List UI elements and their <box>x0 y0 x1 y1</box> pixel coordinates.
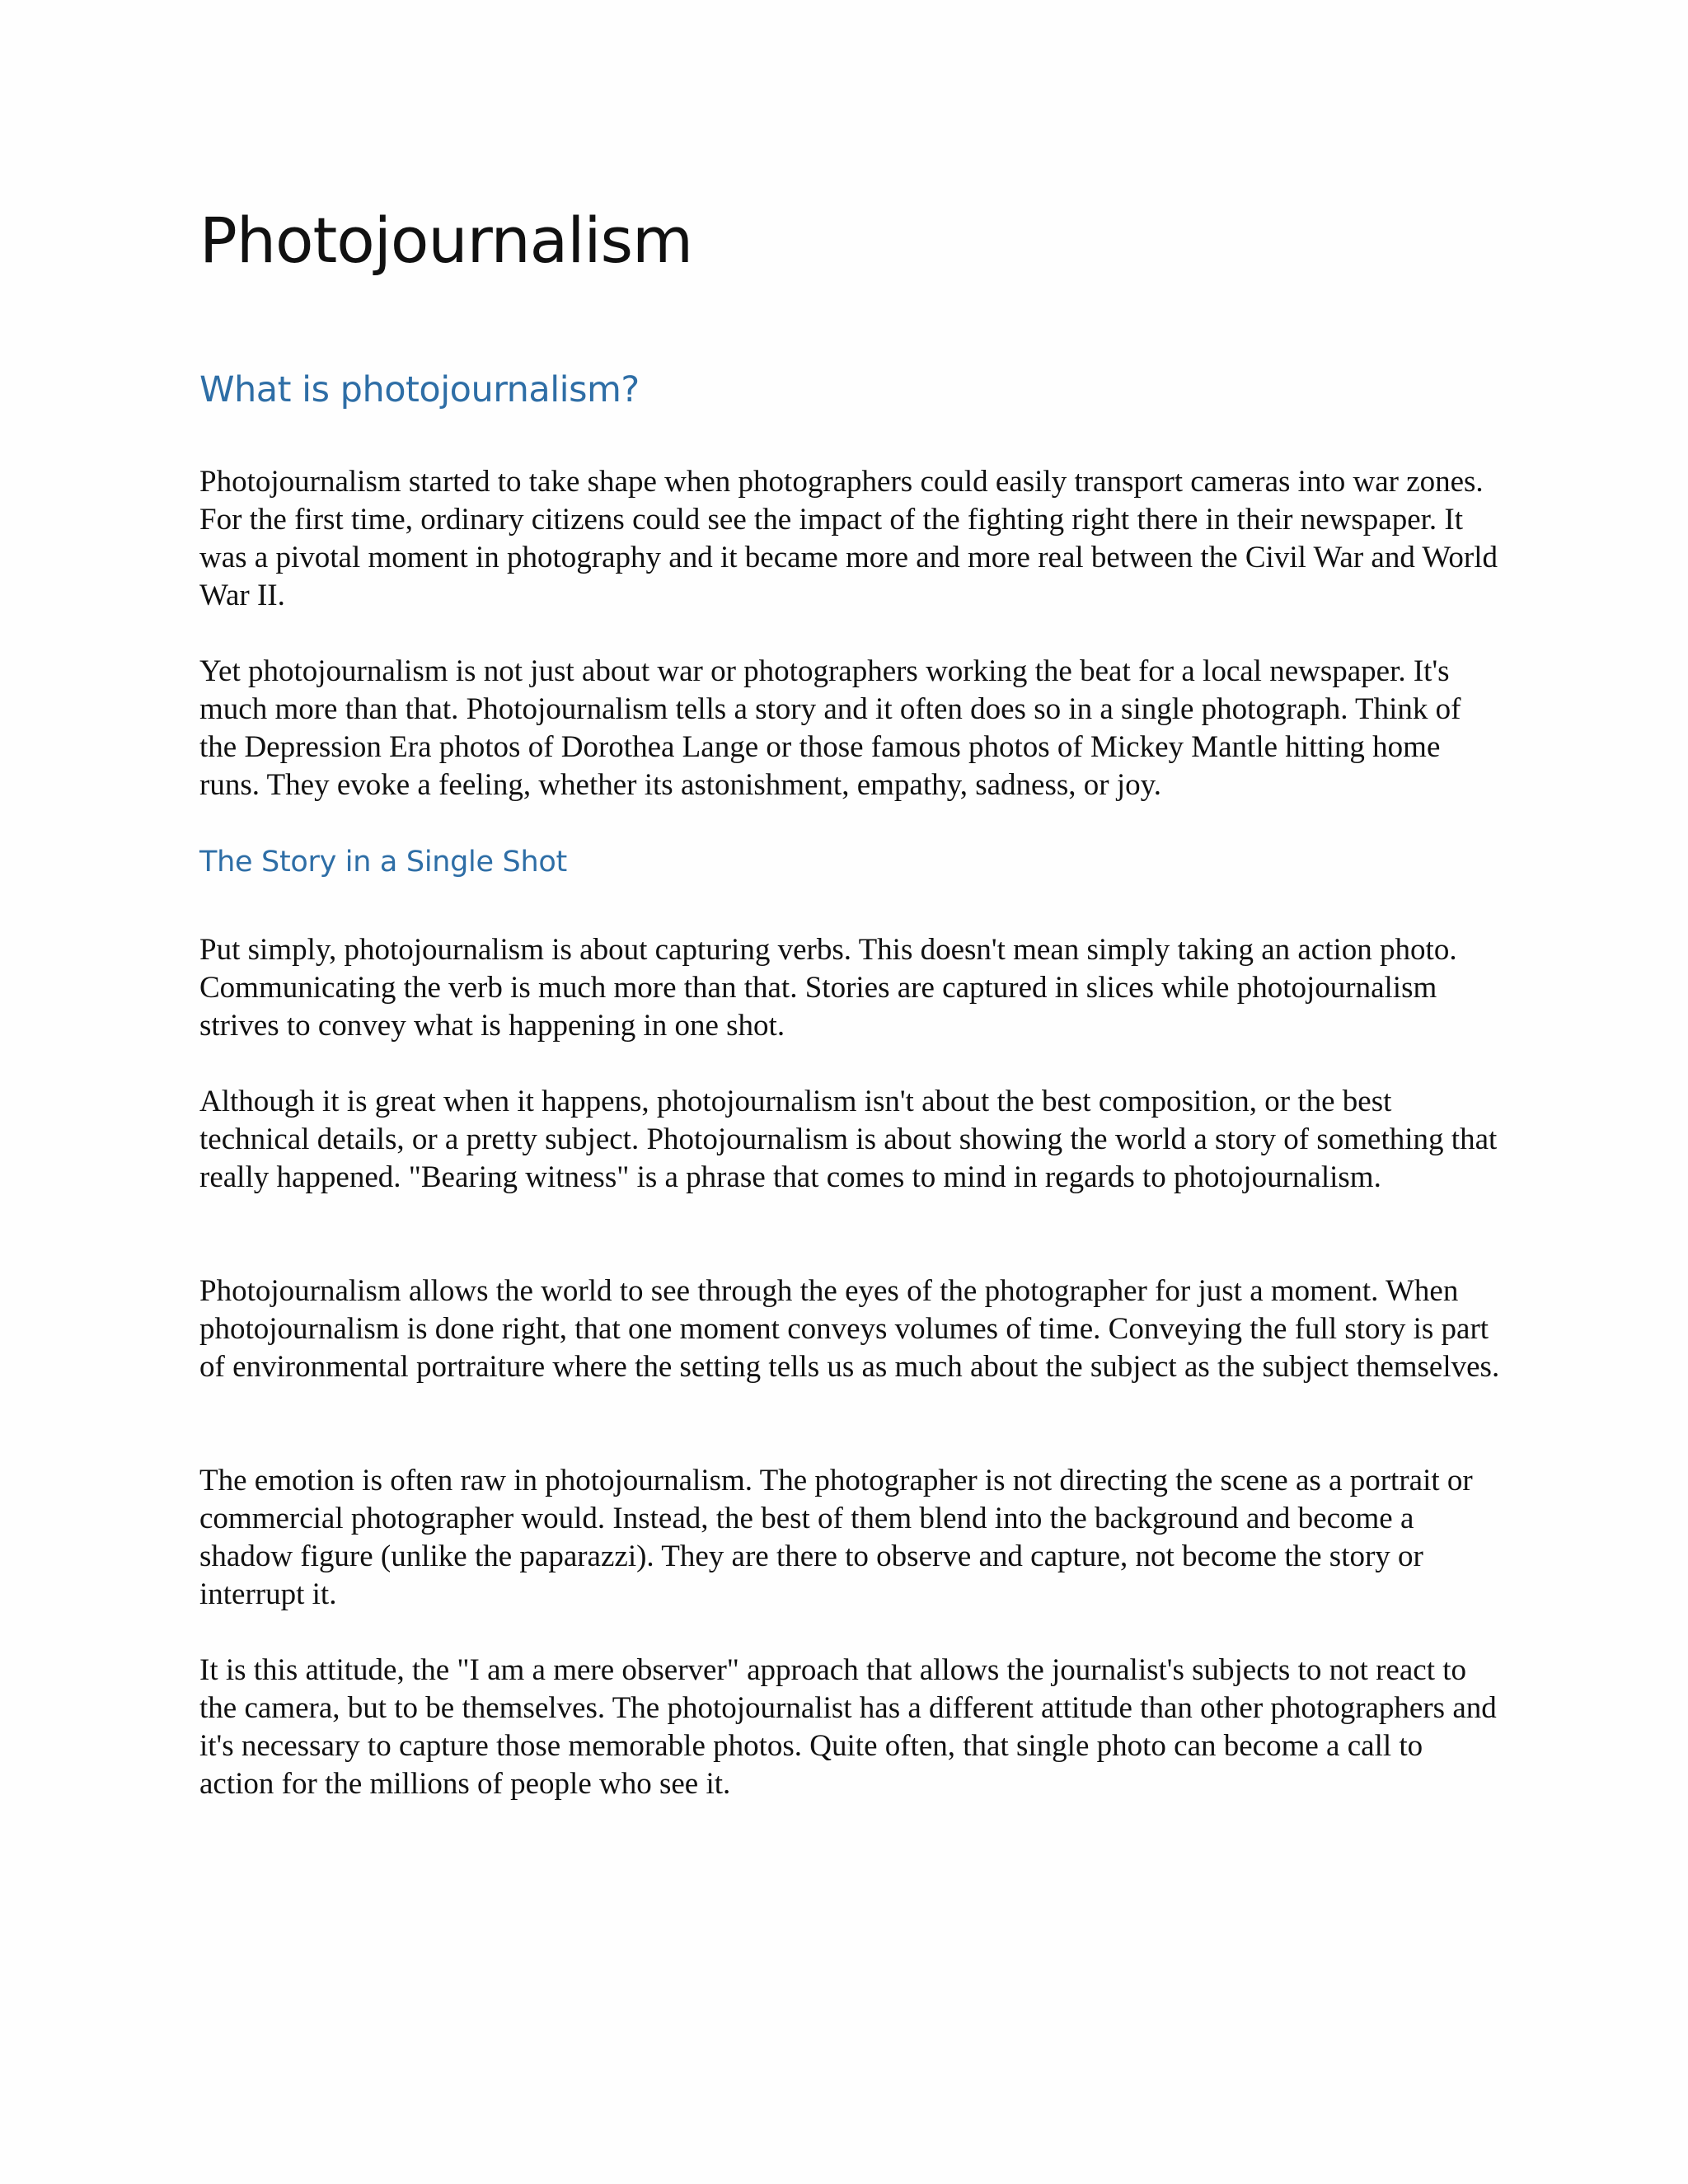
paragraph: Although it is great when it happens, photojournalism isn't about the best composition, or the best technical details, or a pretty subject. Photojournalism is about showing the world a story of something that really happened. "Bearing witness" is a phrase that comes to mind in regards to photojournalism. <box>199 1085 1498 1194</box>
paragraph: Yet photojournalism is not just about war or photographers working the beat for a local newspaper. It's much more than that. Photojournalism tells a story and it often does so in a single photograph. Think of the Depression Era photos of Dorothea Lange or those famous photos of Mickey Mantle hitting home runs. They evoke a feeling, whether its astonishment, empathy, sadness, or joy. <box>199 654 1461 802</box>
section-heading-what-is-photojournalism: What is photojournalism? <box>199 369 640 410</box>
paragraph: Put simply, photojournalism is about capturing verbs. This doesn't mean simply taking an action photo. Communicating the verb is much more than that. Stories are captured in slices while photojournalism strives to convey what is happening in one shot. <box>199 933 1457 1043</box>
paragraph: The emotion is often raw in photojournalism. The photographer is not directing the scene as a portrait or commercial photographer would. Instead, the best of them blend into the background and become a shadow figure (unlike the paparazzi). They are there to observe and capture, not become the story or interrupt it. <box>199 1464 1473 1611</box>
paragraph: Photojournalism started to take shape when photographers could easily transport cameras into war zones. For the first time, ordinary citizens could see the impact of the fighting right there in their newspaper. It was a pivotal moment in photography and it became more and more real between the Civil War and World War II. <box>199 465 1498 612</box>
paragraph: It is this attitude, the "I am a mere observer" approach that allows the journalist's subjects to not react to the camera, but to be themselves. The photojournalist has a different attitude than other photographers and it's necessary to capture those memorable photos. Quite often, that single photo can become a call to action for the millions of people who see it. <box>199 1653 1497 1801</box>
document-content <box>199 204 1502 1801</box>
paragraph: Photojournalism allows the world to see through the eyes of the photographer for just a moment. When photojournalism is done right, that one moment conveys volumes of time. Conveying the full story is part of environmental portraiture where the setting tells us as much about the subject as the subject themselves. <box>199 1274 1500 1384</box>
section-heading-story-in-single-shot: The Story in a Single Shot <box>199 846 567 879</box>
document-title: Photojournalism <box>199 204 693 277</box>
